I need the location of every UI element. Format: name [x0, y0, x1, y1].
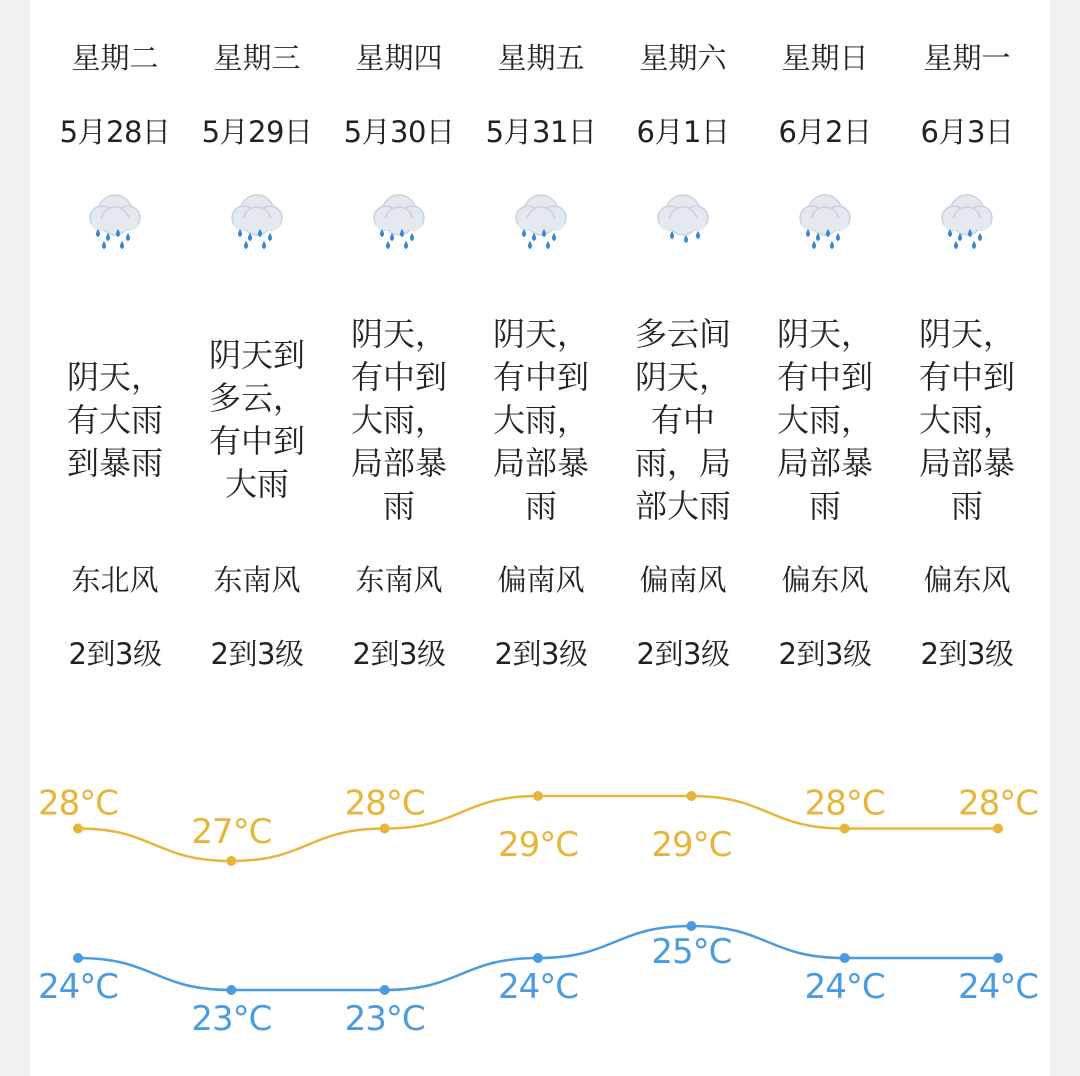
wind-level: 2到3级 — [210, 637, 304, 671]
weather-description: 多云间阴天，有中雨，局部大雨 — [634, 314, 731, 525]
high-temp-label: 28°C — [804, 783, 885, 824]
temperature-chart — [30, 0, 1050, 1076]
wind-direction: 偏东风 — [781, 563, 869, 597]
wind-direction: 偏南风 — [497, 563, 585, 597]
low-temp-label: 23°C — [191, 999, 272, 1039]
wind-level: 2到3级 — [494, 637, 588, 671]
high-temp-point — [993, 824, 1003, 834]
high-temp-label: 28°C — [344, 783, 425, 824]
high-temp-label: 29°C — [651, 825, 732, 865]
wind-direction: 东北风 — [71, 563, 159, 597]
weekday-label: 星期日 — [781, 41, 869, 75]
high-temp-label: 27°C — [191, 812, 272, 852]
weather-description: 阴天，有中到大雨，局部暴雨 — [918, 314, 1015, 525]
low-temp-label: 24°C — [497, 967, 579, 1007]
weather-description: 阴天到多云，有中到大雨 — [208, 336, 305, 503]
high-temp-label: 29°C — [497, 825, 579, 865]
weekday-label: 星期四 — [355, 41, 443, 75]
high-temp-point — [840, 824, 850, 834]
low-temp-label: 24°C — [957, 967, 1039, 1007]
wind-level: 2到3级 — [352, 637, 446, 671]
low-temp-label: 25°C — [651, 932, 732, 972]
low-temp-label: 24°C — [37, 967, 119, 1007]
date-label: 5月31日 — [485, 115, 597, 149]
weekday-label: 星期一 — [923, 41, 1011, 75]
date-label: 5月30日 — [343, 115, 455, 149]
weekday-label: 星期五 — [497, 41, 585, 75]
weather-description: 阴天，有中到大雨，局部暴雨 — [350, 314, 447, 525]
wind-direction: 东南风 — [213, 563, 301, 597]
high-temp-point — [73, 824, 83, 834]
high-temp-point — [533, 791, 543, 801]
low-temp-point — [993, 953, 1003, 963]
weekday-label: 星期三 — [213, 41, 301, 75]
weather-forecast-card — [30, 0, 1050, 1076]
wind-direction: 偏南风 — [639, 563, 727, 597]
high-temp-point — [226, 856, 236, 866]
date-label: 5月28日 — [59, 115, 171, 149]
wind-level: 2到3级 — [920, 637, 1014, 671]
high-temp-point — [380, 824, 390, 834]
low-temp-point — [226, 985, 236, 995]
low-temp-label: 24°C — [804, 967, 885, 1007]
low-temp-point — [686, 921, 696, 931]
low-temp-point — [533, 953, 543, 963]
low-temp-point — [73, 953, 83, 963]
wind-level: 2到3级 — [636, 637, 730, 671]
low-temp-label: 23°C — [344, 999, 425, 1039]
weather-description: 阴天，有中到大雨，局部暴雨 — [776, 314, 873, 525]
weather-description: 阴天，有大雨到暴雨 — [66, 357, 163, 482]
date-label: 5月29日 — [201, 115, 313, 149]
date-label: 6月3日 — [920, 115, 1014, 149]
high-temp-label: 28°C — [957, 783, 1039, 824]
weekday-label: 星期六 — [639, 41, 727, 75]
wind-direction: 东南风 — [355, 563, 443, 597]
wind-level: 2到3级 — [778, 637, 872, 671]
date-label: 6月2日 — [778, 115, 872, 149]
high-temp-label: 28°C — [37, 783, 119, 824]
date-label: 6月1日 — [636, 115, 730, 149]
weather-description: 阴天，有中到大雨，局部暴雨 — [492, 314, 589, 525]
low-temp-point — [380, 985, 390, 995]
high-temp-point — [686, 791, 696, 801]
low-temp-point — [840, 953, 850, 963]
wind-direction: 偏东风 — [923, 563, 1011, 597]
weekday-label: 星期二 — [71, 41, 159, 75]
wind-level: 2到3级 — [68, 637, 162, 671]
